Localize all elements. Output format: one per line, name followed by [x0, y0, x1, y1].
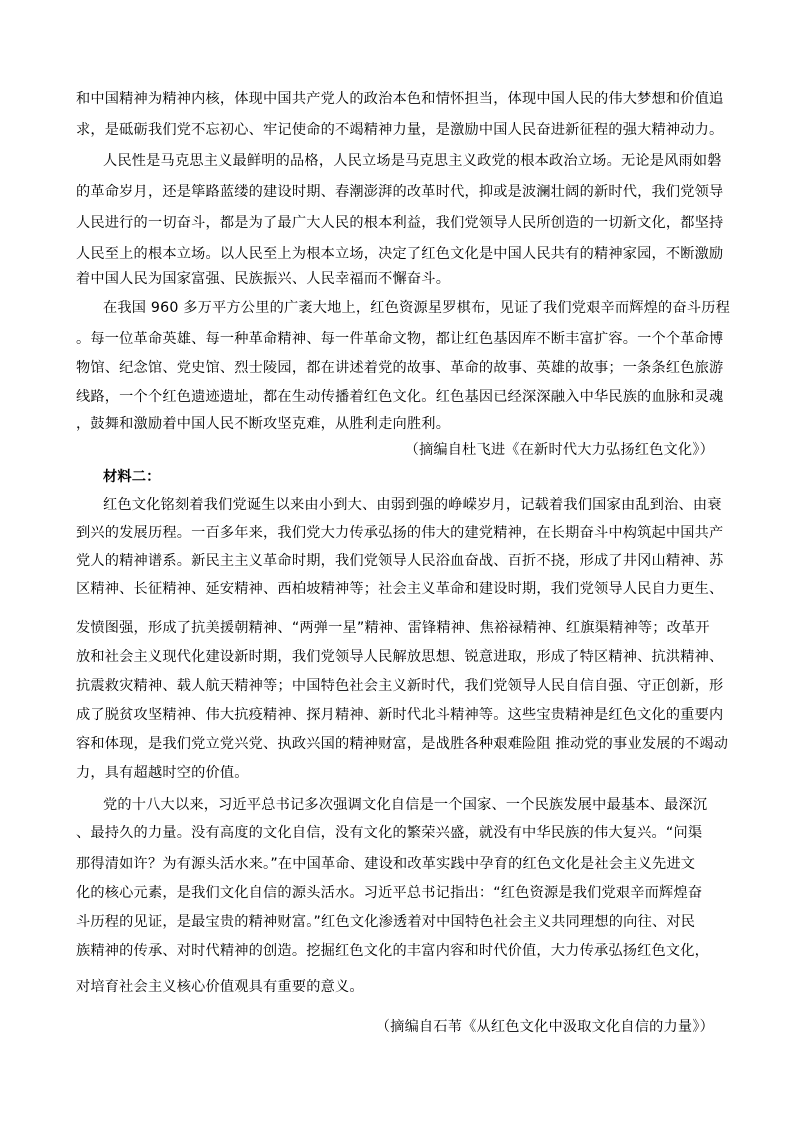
paragraph-line: 着中国人民为国家富强、民族振兴、人民幸福而不懈奋斗。: [76, 271, 451, 287]
paragraph-line: 线路，一个个红色遗迹遗址，都在生动传播着红色文化。红色基因已经深深融入中华民族的血脉和灵魂: [76, 389, 724, 405]
paragraph-line: 那得清如许？为有源头活水来。”在中国革命、建设和改革实践中孕育的红色文化是社会主义先进文: [76, 856, 696, 872]
paragraph-line: 红色文化铭刻着我们党诞生以来由小到大、由弱到强的峥嵘岁月，记载着我们国家由乱到治、由衰: [103, 497, 722, 513]
paragraph-line: 物馆、纪念馆、党史馆、烈士陵园，都在讲述着党的故事、革命的故事、英雄的故事；一条条红色旅游: [76, 360, 724, 376]
paragraph-line: 人民至上的根本立场。以人民至上为根本立场，决定了红色文化是中国人民共有的精神家园，不断激励: [76, 246, 724, 262]
paragraph-line: 党的十八大以来，习近平总书记多次强调文化自信是一个国家、一个民族发展中最基本、最深沉: [103, 797, 708, 813]
paragraph-line: ，鼓舞和激励着中国人民不断攻坚克难，从胜利走向胜利。: [76, 416, 451, 432]
paragraph-line: 和中国精神为精神内核，体现中国共产党人的政治本色和情怀担当，体现中国人民的伟大梦想和价值追: [76, 91, 724, 107]
paragraph-line: 党人的精神谱系。新民主主义革命时期，我们党领导人民浴血奋战、百折不挠，形成了井冈山精神、苏: [76, 553, 724, 569]
paragraph-line: 区精神、长征精神、延安精神、西柏坡精神等；社会主义革命和建设时期，我们党领导人民自力更生、: [76, 581, 724, 597]
paragraph-line: 。每一位革命英雄、每一种革命精神、每一件革命文物，都让红色基因库不断丰富扩容。一个个革命博: [76, 331, 724, 347]
paragraph-line: 放和社会主义现代化建设新时期，我们党领导人民解放思想、锐意进取，形成了特区精神、抗洪精神、: [76, 649, 724, 665]
paragraph-line: 成了脱贫攻坚精神、伟大抗疫精神、探月精神、新时代北斗精神等。这些宝贵精神是红色文化的重要内: [76, 707, 724, 723]
paragraph-line: 、最持久的力量。没有高度的文化自信，没有文化的繁荣兴盛，就没有中华民族的伟大复兴。“问渠: [76, 825, 703, 841]
paragraph-line: 到兴的发展历程。一百多年来，我们党大力传承弘扬的伟大的建党精神，在长期奋斗中构筑起中国共产: [76, 525, 724, 541]
paragraph-line: 发愤图强，形成了抗美援朝精神、“两弹一星”精神、雷锋精神、焦裕禄精神、红旗渠精神等；改革开: [76, 620, 710, 636]
paragraph-line: 容和体现，是我们党立党兴党、执政兴国的精神财富，是战胜各种艰难险阻 推动党的事业发展的不竭动: [76, 736, 729, 752]
paragraph-line: 力，具有超越时空的价值。: [76, 765, 249, 781]
paragraph-line: 族精神的传承、对时代精神的创造。挖掘红色文化的丰富内容和时代价值，大力传承弘扬红色文化，: [76, 943, 710, 959]
paragraph-line: 对培育社会主义核心价值观具有重要的意义。: [76, 979, 364, 995]
paragraph-line: 抗震救灾精神、载人航天精神等；中国特色社会主义新时代，我们党领导人民自信自强、守正创新，形: [76, 678, 724, 694]
section-heading: 材料二：: [103, 469, 161, 485]
source-citation: （摘编自杜飞进《在新时代大力弘扬红色文化》）: [404, 442, 714, 458]
paragraph-line: 求，是砥砺我们党不忘初心、牢记使命的不竭精神力量，是激励中国人民奋进新征程的强大精神动力。: [76, 122, 724, 138]
paragraph-line: 在我国 960 多万平方公里的广袤大地上，红色资源星罗棋布，见证了我们党艰辛而辉煌的奋斗历程: [103, 300, 730, 316]
paragraph-line: 化的核心元素，是我们文化自信的源头活水。习近平总书记指出：“红色资源是我们党艰辛而辉煌奋: [76, 885, 703, 901]
paragraph-line: 的革命岁月，还是筚路蓝缕的建设时期、春潮澎湃的改革时代，抑或是波澜壮阔的新时代，我们党领导: [76, 184, 724, 200]
paragraph-line: 人民进行的一切奋斗，都是为了最广大人民的根本利益，我们党领导人民所创造的一切新文化，都坚持: [76, 215, 724, 231]
paragraph-line: 斗历程的见证，是最宝贵的精神财富。”红色文化渗透着对中国特色社会主义共同理想的向往、对民: [76, 914, 696, 930]
source-citation: （摘编自石苇《从红色文化中汲取文化自信的力量》）: [375, 1019, 714, 1035]
paragraph-line: 人民性是马克思主义最鲜明的品格，人民立场是马克思主义政党的根本政治立场。无论是风雨如磐: [103, 153, 722, 169]
